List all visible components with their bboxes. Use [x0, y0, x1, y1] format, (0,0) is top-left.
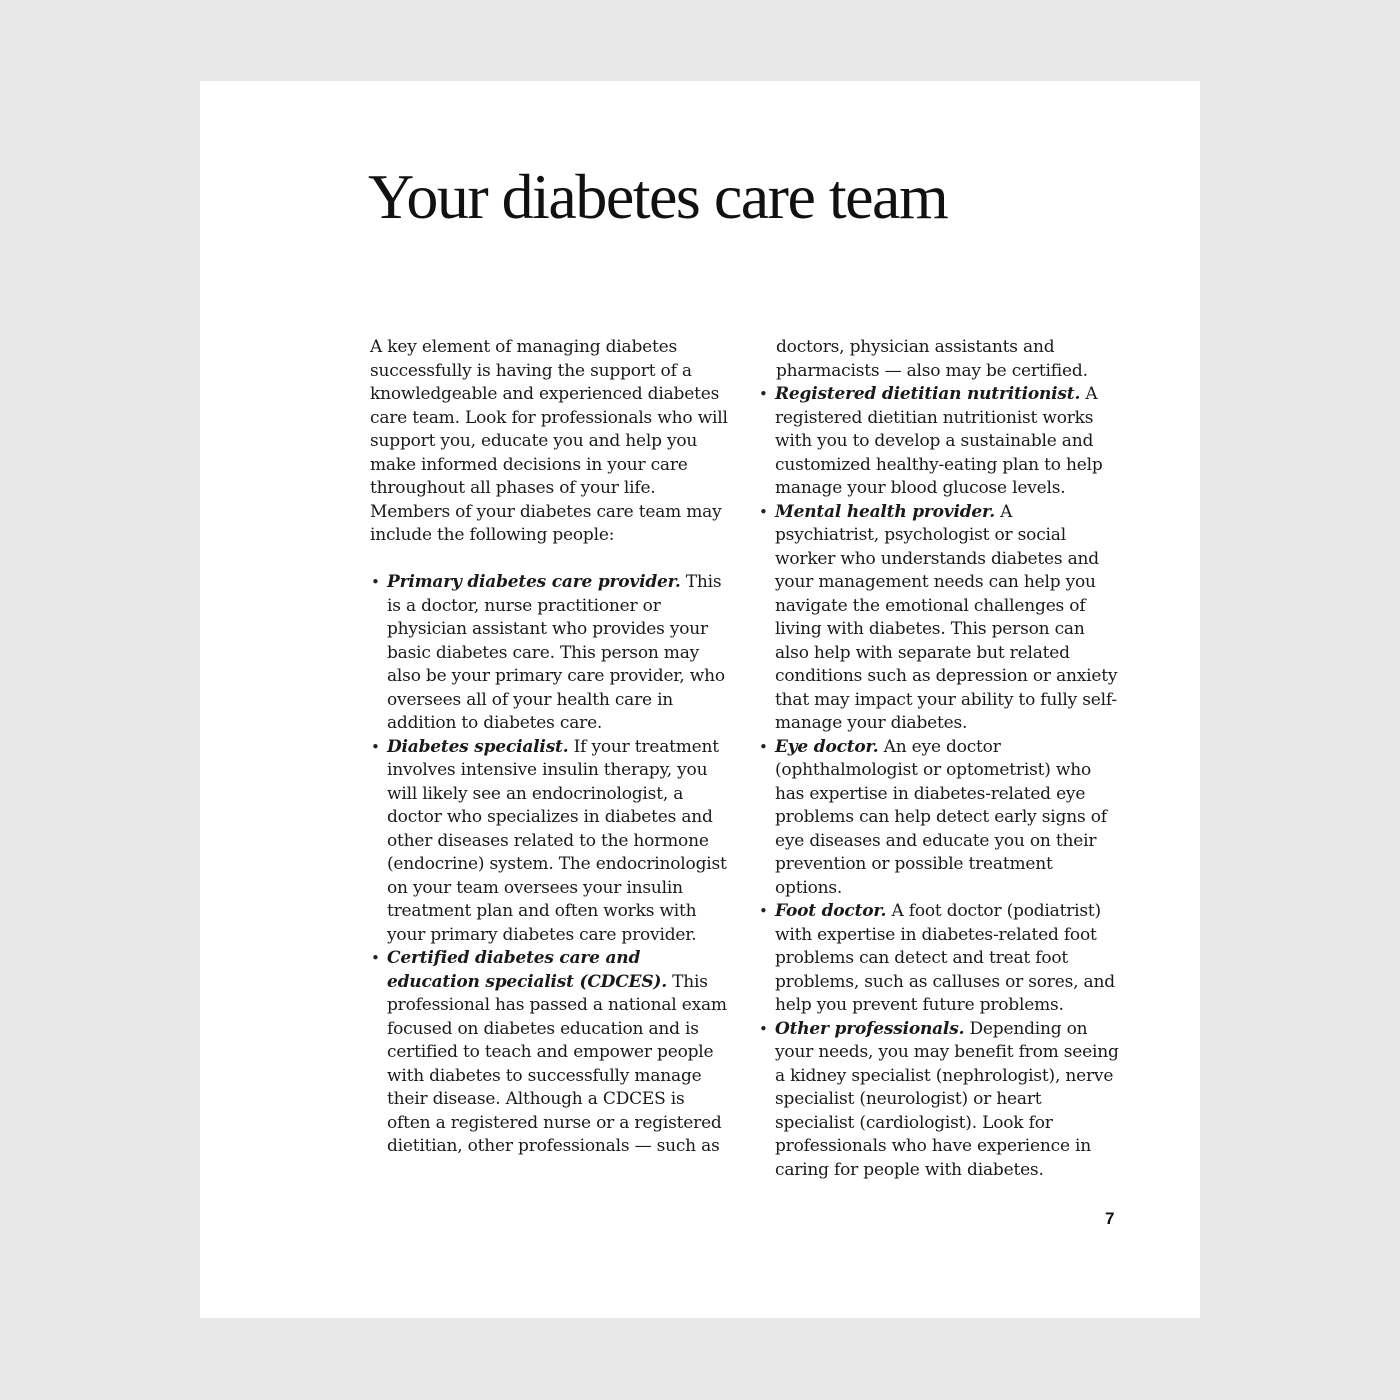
description-mental-health-provider: A psychiatrist, psychologist or social worker who understands diabetes and your management needs can help you navigate the emotional challenges of living with diabetes. This person can also help with separate but related conditions such as depression or anxiety that may impact your ability to fully self-manage your diabetes.: [775, 501, 1118, 733]
list-item-eye-doctor: [758, 736, 1120, 901]
term-mental-health-provider: Mental health provider.: [775, 501, 995, 522]
list-item-cdces-continued: doctors, physician assistants and pharmacists — also may be certified.: [776, 337, 1088, 381]
text-column-right: [758, 336, 1120, 1182]
care-team-list-right: [758, 336, 1120, 1182]
page-number: 7: [1105, 1209, 1115, 1228]
term-primary-care-provider: Primary diabetes care provider.: [387, 572, 681, 592]
list-item-foot-doctor: [758, 900, 1120, 1018]
list-item-cdces: [370, 947, 730, 1159]
text-column-left: [370, 336, 730, 1159]
list-item-other-professionals: [758, 1018, 1120, 1183]
term-diabetes-specialist: Diabetes specialist.: [387, 736, 569, 757]
list-item-mental-health-provider: [758, 501, 1120, 736]
term-foot-doctor: Foot doctor.: [775, 901, 887, 921]
description-primary-care-provider: This is a doctor, nurse practitioner or physician assistant who provides your basic diabetes care. This person may also be your primary care provider, who oversees all of your health care in addition to diabetes care.: [387, 572, 725, 733]
term-other-professionals: Other professionals.: [775, 1018, 965, 1039]
document-page: [200, 81, 1200, 1318]
care-team-list-left: [370, 571, 730, 1159]
list-item-diabetes-specialist: [370, 736, 730, 948]
term-eye-doctor: Eye doctor.: [775, 736, 879, 757]
term-dietitian: Registered dietitian nutritionist.: [775, 384, 1081, 404]
description-diabetes-specialist: If your treatment involves intensive insulin therapy, you will likely see an endocrinologist, a doctor who specializes in diabetes and other diseases related to the hormone (endocrine) system. The endocrinologist on your team oversees your insulin treatment plan and often works with your primary diabetes care provider.: [387, 736, 727, 945]
intro-paragraph: A key element of managing diabetes successfully is having the support of a knowledgeable and experienced diabetes care team. Look for professionals who will support you, educate you and help you make informed decisions in your care throughout all phases of your life. Members of your diabetes care team may include the following people:: [370, 337, 728, 545]
description-other-professionals: Depending on your needs, you may benefit from seeing a kidney specialist (nephrologist), nerve specialist (neurologist) or heart specialist (cardiologist). Look for professionals who have experience in caring for people with diabetes.: [775, 1018, 1119, 1180]
description-cdces: This professional has passed a national exam focused on diabetes education and is certified to teach and empower people with diabetes to successfully manage their disease. Although a CDCES is often a registered nurse or a registered dietitian, other professionals — such as: [387, 971, 727, 1156]
description-dietitian: A registered dietitian nutritionist works with you to develop a sustainable and customized healthy-eating plan to help manage your blood glucose levels.: [775, 384, 1103, 498]
term-cdces: Certified diabetes care and education specialist (CDCES).: [387, 948, 667, 992]
list-item-primary-care-provider: [370, 571, 730, 736]
description-eye-doctor: An eye doctor (ophthalmologist or optometrist) who has expertise in diabetes-related eye problems can help detect early signs of eye diseases and educate you on their prevention or possible treatment options.: [775, 736, 1107, 898]
page-title: Your diabetes care team: [368, 161, 948, 232]
list-item-dietitian: [758, 383, 1120, 501]
description-foot-doctor: A foot doctor (podiatrist) with expertise in diabetes-related foot problems can detect and treat foot problems, such as calluses or sores, and help you prevent future problems.: [775, 901, 1115, 1015]
